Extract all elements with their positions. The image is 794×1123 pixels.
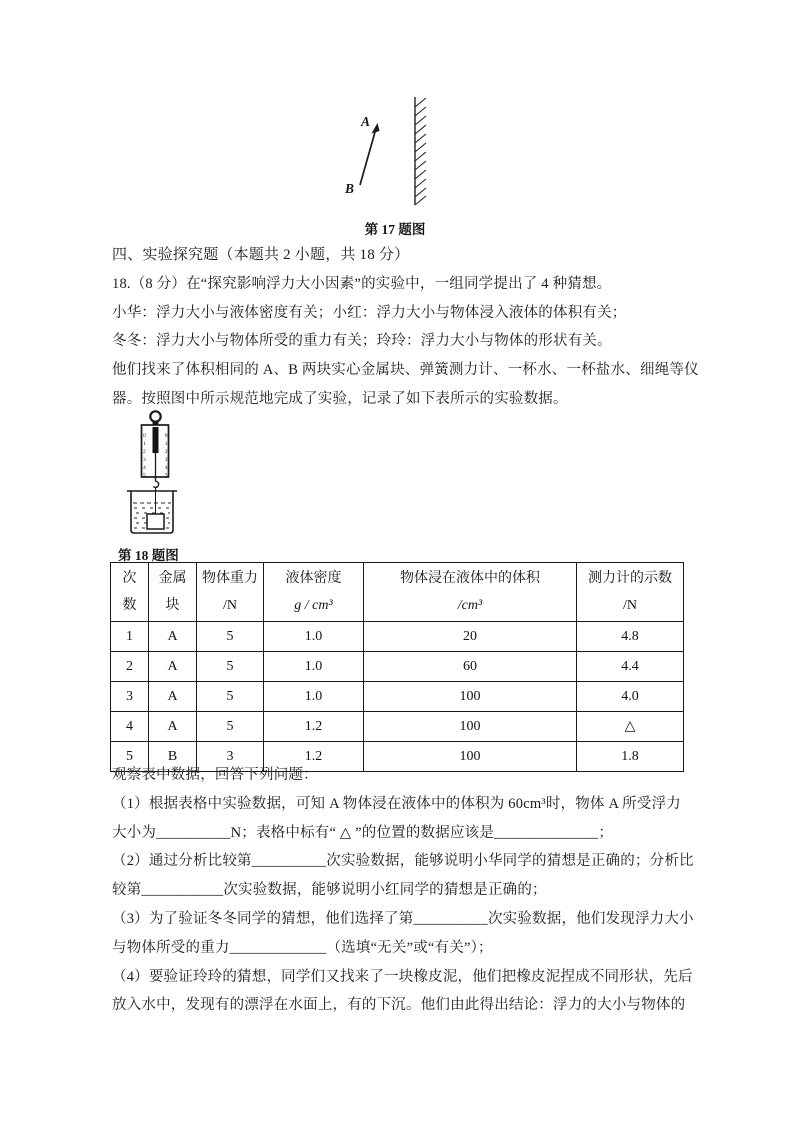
question-line-with-blank: （3）为了验证冬冬同学的猜想，他们选择了第__________次实验数据，他们发现浮力大小 [112,910,694,927]
section-heading: 四、实验探究题（本题共 2 小题，共 18 分） [112,247,410,263]
questions-intro: 观察表中数据，回答下列问题： [112,767,318,783]
cell: A [149,652,197,682]
tick-label: 2 [143,449,146,455]
arrow-label-a: A [361,114,371,129]
tick-label: 2 [164,449,168,455]
question17-figure [330,93,460,238]
hatched-wall [415,97,426,205]
cell: A [149,712,197,742]
ring-icon [150,411,160,421]
header-text: 液体密度 [285,571,342,586]
cell: 1.0 [264,652,364,682]
header-density [264,563,364,622]
header-trial [111,563,149,622]
tick-label: 3 [164,457,168,463]
cell: 1.0 [264,682,364,712]
table-row [111,622,684,652]
header-text: 次 [122,571,137,586]
cell: 3 [197,742,264,772]
experiment-data-table [110,562,684,772]
text-line: 器。按照图中所示规范地完成了实验，记录了如下表所示的实验数据。 [112,390,568,407]
header-text: 物体浸在液体中的体积 [400,571,540,586]
table-row [111,712,684,742]
cell: 4.4 [577,652,684,682]
question-line: （4）要验证玲玲的猜想，同学们又找来了一块橡皮泥，他们把橡皮泥捏成不同形状，先后 [112,968,693,985]
table-row [111,682,684,712]
questions-block [112,761,694,1020]
arrow-label-b: B [345,181,355,196]
cell: 1.0 [264,622,364,652]
header-weight [197,563,264,622]
header-text: 测力计的示数 [588,571,672,586]
tick-label: 4 [164,465,168,471]
cell: 4.0 [577,682,684,712]
header-text: /N [223,598,237,613]
text-line: 小华：浮力大小与液体密度有关；小红：浮力大小与物体浸入液体的体积有关； [112,304,627,321]
hook-icon [153,477,158,487]
question18-figure [112,407,232,564]
tick-label: 0 [143,433,146,439]
question-line: （1）根据表格中实验数据，可知 A 物体浸在液体中的体积为 60cm³时，物体 A 所受浮力 [112,795,681,812]
cell: 5 [197,622,264,652]
header-text: g / cm³ [294,598,333,613]
cell: 5 [197,682,264,712]
cell: 5 [111,742,149,772]
cell: A [149,622,197,652]
header-metal-block [149,563,197,622]
question-line-with-blank: 与物体所受的重力_____________（选填“无关”或“有关”）； [112,939,493,956]
question-line-with-blank: 大小为__________N；表格中标有“ △ ”的位置的数据应该是______________； [112,824,614,841]
question-line-with-blank: （2）通过分析比较第__________次实验数据，能够说明小华同学的猜想是正确的；分析比 [112,853,694,870]
metal-block [147,514,164,529]
question-line: 放入水中，发现有的漂浮在水面上，有的下沉。他们由此得出结论：浮力的大小与物体的 [112,997,686,1014]
cell: 100 [364,682,577,712]
text-line: 冬冬：浮力大小与物体所受的重力有关；玲玲：浮力大小与物体的形状有关。 [112,333,612,350]
text-line: 他们找来了体积相同的 A、B 两块实心金属块、弹簧测力计、一杯水、一杯盐水、细绳等仪 [112,362,699,379]
table-row [111,652,684,682]
spring-scale-beaker-diagram [112,407,222,537]
tick-label: 5 [164,472,168,479]
header-text: 块 [165,598,180,613]
header-reading [577,563,684,622]
cell: 4.8 [577,622,684,652]
tick-label: 4 [143,465,146,471]
cell: A [149,682,197,712]
table-header-row [111,563,684,622]
arrow-wall-diagram [330,93,460,211]
cell: 4 [111,712,149,742]
cell: 60 [364,652,577,682]
question18-intro-block [112,241,699,414]
tick-label: 5 [143,472,146,479]
cell: 1.8 [577,742,684,772]
header-text: /N [623,598,637,613]
cell: 1.2 [264,742,364,772]
figure17-caption: 第 17 题图 [364,222,426,237]
tick-label: 1 [143,441,146,447]
cell: 1.2 [264,712,364,742]
cell: B [149,742,197,772]
tick-label: 0 [164,433,168,439]
tick-label: 3 [143,457,146,463]
text-line: 18.（8 分）在“探究影响浮力大小因素”的实验中，一组同学提出了 4 种猜想。 [112,275,612,292]
header-text: 物体重力 [202,571,258,586]
header-text: 金属 [158,571,187,586]
cell: 3 [111,682,149,712]
header-text: /cm³ [457,598,483,613]
header-volume [364,563,577,622]
spring-bar [153,427,159,453]
cell: 5 [197,652,264,682]
cell: 5 [197,712,264,742]
header-text: 数 [122,598,137,613]
tick-label: 1 [164,441,168,447]
cell: 20 [364,622,577,652]
force-arrow-icon [360,123,380,185]
cell: 2 [111,652,149,682]
cell: 100 [364,742,577,772]
cell: 1 [111,622,149,652]
figure18-caption: 第 18 题图 [118,548,179,563]
cell-triangle-placeholder: △ [577,712,684,742]
cell: 100 [364,712,577,742]
question-line-with-blank: 较第___________次实验数据，能够说明小红同学的猜想是正确的； [112,882,547,899]
